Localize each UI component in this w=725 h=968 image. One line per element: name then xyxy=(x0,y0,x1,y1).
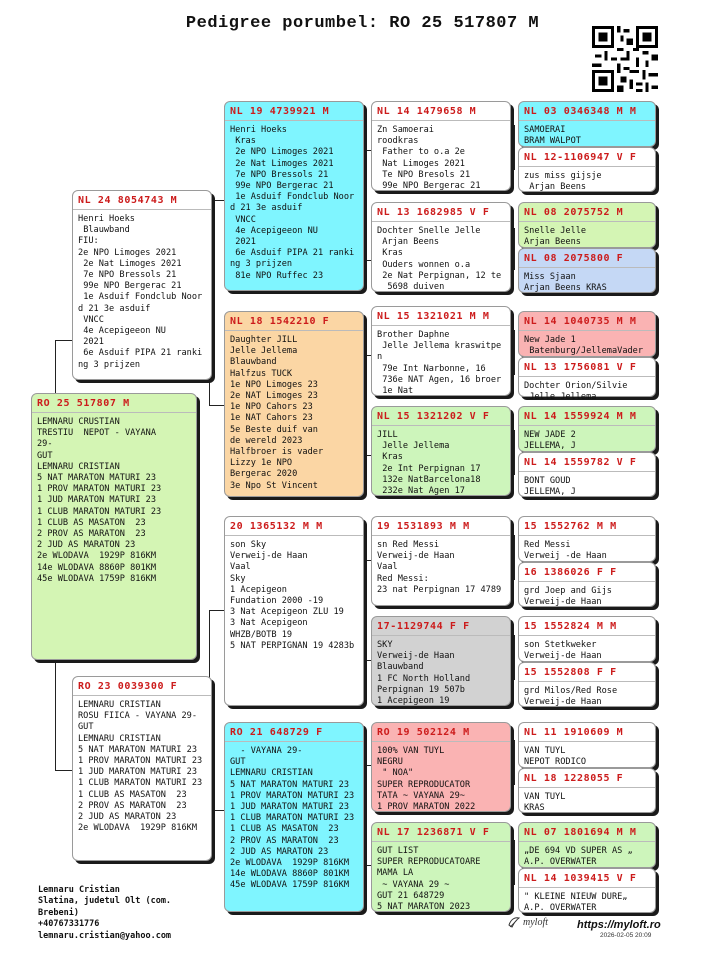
ring-number: NL 17 1236871 V F xyxy=(372,823,510,842)
ring-number: NL 07 1801694 M M xyxy=(519,823,655,842)
pigeon-details: Daughter JILL Jelle Jellema Blauwband Halfzus TUCK 1e NPO Limoges 23 2e NAT Limoges 23 1e NPO Cahors 23 1e NAT Cahors 23 5e Beste duif van de wereld 2023 Halfbroer is vader Lizzy 1e NPO Bergerac 2020 3e Npo St Vincent xyxy=(230,335,324,491)
ring-number: RO 23 0039300 F xyxy=(73,677,211,696)
pigeon-card-g4-11[interactable] xyxy=(518,616,656,662)
pigeon-details: Dochter Orion/Silvie Jelle Jellema xyxy=(524,381,628,403)
myloft-logo-text: myloft xyxy=(523,917,548,928)
print-date: 2026-02-05 20:09 xyxy=(600,932,652,939)
pigeon-details: Snelle Jelle Arjan Beens xyxy=(524,226,587,248)
connector-line xyxy=(364,455,371,456)
pigeon-card-dds[interactable] xyxy=(371,722,511,812)
connector-line xyxy=(55,660,56,770)
ring-number: NL 13 1756081 V F xyxy=(519,358,655,377)
pigeon-details: Henri Hoeks Kras 2e NPO Limoges 2021 2e Nat Limoges 2021 7e NPO Bressols 21 99e NPO Bergerac 21 1e Asduif Fondclub Noor d 21 3e asduif VNCC 4e Acepigeeon NU 2021 6e Asduif PIPA 21 ranki ng 3 prijzen 81e NPO Ruffec 23 xyxy=(230,125,355,281)
pigeon-card-dam[interactable] xyxy=(72,676,212,861)
pigeon-card-dam-dam[interactable] xyxy=(224,722,364,912)
ring-number: 15 1552762 M M xyxy=(519,517,655,536)
ring-number: NL 03 0346348 M M xyxy=(519,102,655,121)
pigeon-card-dsd[interactable] xyxy=(371,616,511,706)
ring-number: NL 18 1228055 F xyxy=(519,769,655,788)
pigeon-details: Zn Samoerai roodkras Father to o.a 2e Nat Limoges 2021 Te NPO Bresols 21 99e NPO Bergerac 21 xyxy=(377,125,481,192)
qr-code xyxy=(592,26,658,92)
connector-line xyxy=(364,150,365,260)
connector-line xyxy=(364,765,365,865)
pigeon-details: JILL Jelle Jellema Kras 2e Int Perpignan 17 132e NatBarcelona18 232e Nat Agen 17 xyxy=(377,430,481,497)
pigeon-card-sire[interactable] xyxy=(72,190,212,380)
pigeon-card-sire-dam[interactable] xyxy=(224,311,364,497)
pigeon-card-g4-1[interactable] xyxy=(518,101,656,147)
connector-line xyxy=(55,340,56,400)
ring-number: NL 08 2075800 F xyxy=(519,249,655,268)
connector-line xyxy=(514,330,515,375)
pigeon-details: grd Joep and Gijs Verweij-de Haan xyxy=(524,586,612,608)
pigeon-card-ddd[interactable] xyxy=(371,822,511,912)
pigeon-details: „DE 694 VD SUPER AS „ A.P. OVERWATER xyxy=(524,846,633,868)
pigeon-card-subject[interactable] xyxy=(31,393,197,660)
pigeon-details: SKY Verweij-de Haan Blauwband 1 FC North Holland Perpignan 19 507b 1 Acepigeon 19 xyxy=(377,640,471,707)
connector-line xyxy=(514,535,515,580)
ring-number: NL 14 1479658 M xyxy=(372,102,510,121)
pigeon-details: Brother Daphne Jelle Jellema kraswitpe n 79e Int Narbonne, 16 736e NAT Agen, 16 broer 1e Nat xyxy=(377,330,502,397)
ring-number: 19 1531893 M M xyxy=(372,517,510,536)
myloft-logo-icon xyxy=(507,915,521,929)
pigeon-card-g4-5[interactable] xyxy=(518,311,656,357)
connector-line xyxy=(514,635,515,680)
ring-number: NL 11 1910609 M xyxy=(519,723,655,742)
pigeon-details: Red Messi Verweij -de Haan xyxy=(524,540,607,562)
connector-line xyxy=(514,840,515,885)
connector-line xyxy=(209,610,224,611)
pigeon-card-dss[interactable] xyxy=(371,516,511,606)
pigeon-card-sss[interactable] xyxy=(371,101,511,191)
pigeon-card-g4-15[interactable] xyxy=(518,822,656,868)
connector-line xyxy=(364,355,371,356)
connector-line xyxy=(364,150,371,151)
connector-line xyxy=(514,125,515,170)
pigeon-details: VAN TUYL KRAS xyxy=(524,792,566,814)
connector-line xyxy=(364,355,365,455)
ring-number: NL 12-1106947 V F xyxy=(519,148,655,167)
ring-number: NL 14 1039415 V F xyxy=(519,869,655,888)
ring-number: RO 21 648729 F xyxy=(225,723,363,742)
pigeon-details: Dochter Snelle Jelle Arjan Beens Kras Ouders wonnen o.a 2e Nat Perpignan, 12 te 5698 duiven xyxy=(377,226,502,293)
ring-number: NL 14 1559782 V F xyxy=(519,453,655,472)
connector-line xyxy=(514,430,515,475)
ring-number: NL 19 4739921 M xyxy=(225,102,363,121)
pigeon-card-g4-6[interactable] xyxy=(518,357,656,403)
pigeon-card-g4-12[interactable] xyxy=(518,662,656,707)
ring-number: 15 1552808 F F xyxy=(519,663,655,682)
ring-number: NL 14 1559924 M M xyxy=(519,407,655,426)
ring-number: 16 1386026 F F xyxy=(519,563,655,582)
pigeon-card-g4-7[interactable] xyxy=(518,406,656,452)
ring-number: NL 24 8054743 M xyxy=(73,191,211,210)
pigeon-details: VAN TUYL NEPOT RODICO xyxy=(524,746,587,768)
pigeon-details: Henri Hoeks Blauwband FIU: 2e NPO Limoges 2021 2e Nat Limoges 2021 7e NPO Bressols 21 99e NPO Bergerac 21 1e Asduif Fondclub Noor d 21 3e asduif VNCC 4e Acepigeeon NU 2021 6e Asduif PIPA 21 ranki ng 3 prijzen xyxy=(78,214,203,370)
pigeon-details: New Jade 1 Batenburg/JellemaVader xyxy=(524,335,644,357)
connector-line xyxy=(364,865,371,866)
pigeon-details: zus miss gijsje Arjan Beens xyxy=(524,171,602,193)
website-link[interactable]: https://myloft.ro xyxy=(577,919,661,931)
pigeon-card-g4-14[interactable] xyxy=(518,768,656,813)
owner-contact: Lemnaru Cristian Slatina, judetul Olt (com. Brebeni) +40767331776 lemnaru.cristian@yahoo.com xyxy=(38,885,172,941)
ring-number: NL 18 1542210 F xyxy=(225,312,363,331)
page-title: Pedigree porumbel: RO 25 517807 M xyxy=(185,14,540,33)
connector-line xyxy=(514,740,515,785)
ring-number: 15 1552824 M M xyxy=(519,617,655,636)
pigeon-details: BONT GOUD JELLEMA, J xyxy=(524,476,576,498)
connector-line xyxy=(55,770,72,771)
pigeon-card-sds[interactable] xyxy=(371,306,511,396)
pigeon-details: SAMOERAI BRAM WALPOT xyxy=(524,125,581,147)
ring-number: RO 25 517807 M xyxy=(32,394,196,413)
pigeon-card-g4-13[interactable] xyxy=(518,722,656,768)
connector-line xyxy=(514,228,515,270)
pigeon-card-ssd[interactable] xyxy=(371,202,511,292)
connector-line xyxy=(364,560,371,561)
pigeon-details: GUT LIST SUPER REPRODUCATOARE MAMA LA ~ VAYANA 29 ~ GUT 21 648729 5 NAT MARATON 2023 xyxy=(377,846,481,913)
pigeon-card-g4-16[interactable] xyxy=(518,868,656,913)
pigeon-card-sire-sire[interactable] xyxy=(224,101,364,291)
pigeon-details: NEW JADE 2 JELLEMA, J xyxy=(524,430,576,452)
pigeon-details: LEMNARU CRUSTIAN TRESTIU NEPOT - VAYANA 29- GUT LEMNARU CRISTIAN 5 NAT MARATON MATURI 23 1 PROV MARATON MATURI 23 1 JUD MARATON MATURI 23 1 CLUB MARATON MATURI 23 1 CLUB AS MASATON 23 2 PROV AS MARATON 23 2 JUD AS MARATON 23 2e WLODAVA 1929P 816KM 14e WLODAVA 8860P 801KM 45e WLODAVA 1759P 816KM xyxy=(37,417,162,584)
pigeon-details: " KLEINE NIEUW DURE„ A.P. OVERWATER xyxy=(524,892,628,914)
ring-number: 20 1365132 M M xyxy=(225,517,363,536)
pigeon-card-g4-9[interactable] xyxy=(518,516,656,562)
pigeon-details: 100% VAN TUYL NEGRU " NOA" SUPER REPRODUCATOR TATA ~ VAYANA 29~ 1 PROV MARATON 2022 xyxy=(377,746,476,813)
ring-number: NL 14 1040735 M M xyxy=(519,312,655,331)
connector-line xyxy=(364,660,371,661)
ring-number: NL 13 1682985 V F xyxy=(372,203,510,222)
pigeon-details: son Stetkweker Verweij-de Haan xyxy=(524,640,602,662)
connector-line xyxy=(55,340,72,341)
pigeon-card-g4-4[interactable] xyxy=(518,248,656,293)
ring-number: NL 08 2075752 M xyxy=(519,203,655,222)
pigeon-details: sn Red Messi Verweij-de Haan Vaal Red Messi: 23 nat Perpignan 17 4789 xyxy=(377,540,502,595)
pigeon-details: grd Milos/Red Rose Verweij-de Haan xyxy=(524,686,618,708)
connector-line xyxy=(364,765,371,766)
pigeon-card-g4-8[interactable] xyxy=(518,452,656,497)
pigeon-card-sdd[interactable] xyxy=(371,406,511,496)
pigeon-details: Miss Sjaan Arjan Beens KRAS xyxy=(524,272,607,294)
ring-number: RO 19 502124 M xyxy=(372,723,510,742)
ring-number: NL 15 1321021 M M xyxy=(372,307,510,326)
pigeon-details: son Sky Verweij-de Haan Vaal Sky 1 Acepigeon Fundation 2000 -19 3 Nat Acepigeon ZLU 19 3 Nat Acepigeon WHZB/BOTB 19 5 NAT PERPIGNAN 19 4283b xyxy=(230,540,355,651)
connector-line xyxy=(364,260,371,261)
pigeon-card-g4-3[interactable] xyxy=(518,202,656,248)
pigeon-card-g4-10[interactable] xyxy=(518,562,656,607)
connector-line xyxy=(364,560,365,660)
connector-line xyxy=(209,405,224,406)
pigeon-details: LEMNARU CRISTIAN ROSU FIICA - VAYANA 29- GUT LEMNARU CRISTIAN 5 NAT MARATON MATURI 23 1 PROV MARATON MATURI 23 1 JUD MARATON MATURI 23 1 CLUB MARATON MATURI 23 1 CLUB AS MASATON 23 2 PROV AS MARATON 23 2 JUD AS MARATON 23 2e WLODAVA 1929P 816KM xyxy=(78,700,203,834)
ring-number: 17-1129744 F F xyxy=(372,617,510,636)
pigeon-card-dam-sire[interactable] xyxy=(224,516,364,706)
pigeon-card-g4-2[interactable] xyxy=(518,147,656,192)
ring-number: NL 15 1321202 V F xyxy=(372,407,510,426)
pigeon-details: - VAYANA 29- GUT LEMNARU CRISTIAN 5 NAT MARATON MATURI 23 1 PROV MARATON MATURI 23 1 JUD MARATON MATURI 23 1 CLUB MARATON MATURI 23 1 CLUB AS MASATON 23 2 PROV AS MARATON 23 2 JUD AS MARATON 23 2e WLODAVA 1929P 816KM 14e WLODAVA 8860P 801KM 45e WLODAVA 1759P 816KM xyxy=(230,746,355,891)
